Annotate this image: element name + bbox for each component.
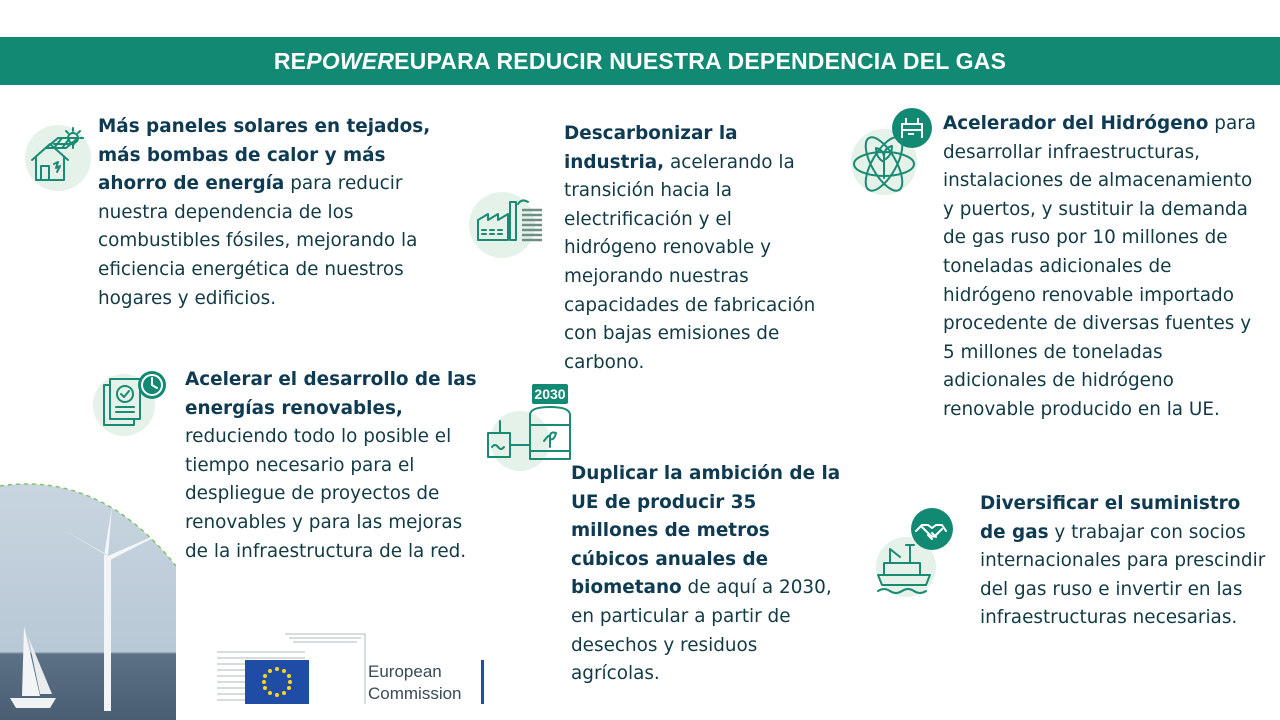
european-commission-wordmark [368,661,462,705]
hydrogen-atom-icon [848,106,938,198]
hydrogen-bold: Acelerador del Hidrógeno [943,113,1209,134]
document-clock-icon [92,367,172,439]
factory-icon [468,190,546,260]
logo-line2: Commission [368,684,462,703]
biomethane-bold: Duplicar la ambición de la UE de producir 35 millones de metros cúbicos anuales de biometano [571,463,841,599]
banner-eu: EU [394,47,427,74]
renewables-bold: Acelerar el desarrollo de las energías renovables, [185,369,477,419]
banner-rest: PARA REDUCIR NUESTRA DEPENDENCIA DEL GAS [426,47,1007,74]
wind-turbine-photo [0,476,176,720]
hydrogen-text: para desarrollar infraestructuras, instalaciones de almacenamiento y puertos, y sustituir la demanda de gas ruso por 10 millones de toneladas adicionales de hidrógeno renovable importado procedente de diversas fuentes y 5 millones de toneladas adicionales de hidrógeno renovable producido en la UE. [943,113,1257,420]
solar-block [98,113,450,313]
page-banner-title [0,37,1280,85]
industry-text: acelerando la transición hacia la electrificación y el hidrógeno renovable y mejorando nuestras capacidades de fabricación con bajas emisiones de carbono. [564,151,816,373]
gas-block [980,490,1270,633]
biomethane-block [571,460,843,689]
banner-prefix: RE [273,47,307,74]
house-solar-icon [24,124,92,192]
offshore-platform-handshake-icon [870,505,956,597]
biomethane-text: de aquí a 2030, en particular a partir de desechos y residuos agrícolas. [571,577,832,685]
gas-text: y trabajar con socios internacionales para prescindir del gas ruso e invertir en las infraestructuras necesarias. [980,521,1266,629]
banner-brand: POWER [306,47,395,74]
industry-block [564,120,819,377]
renewables-text: reduciendo todo lo posible el tiempo necesario para el despliegue de proyectos de renovables y para las mejoras de la infraestructura de la red. [185,426,467,562]
hydrogen-block [943,110,1263,425]
solar-text: para reducir nuestra dependencia de los combustibles fósiles, mejorando la eficiencia energética de nuestros hogares y edificios. [98,173,418,309]
year-2030-label: 2030 [534,386,566,402]
solar-bold: Más paneles solares en tejados, más bombas de calor y más ahorro de energía [98,116,431,195]
biomethane-plant-icon [480,381,575,473]
gas-bold: Diversificar el suministro de gas [980,493,1241,543]
logo-line1: European [368,662,442,681]
industry-bold: Descarbonizar la industria, [564,123,738,173]
renewables-block [185,366,477,566]
